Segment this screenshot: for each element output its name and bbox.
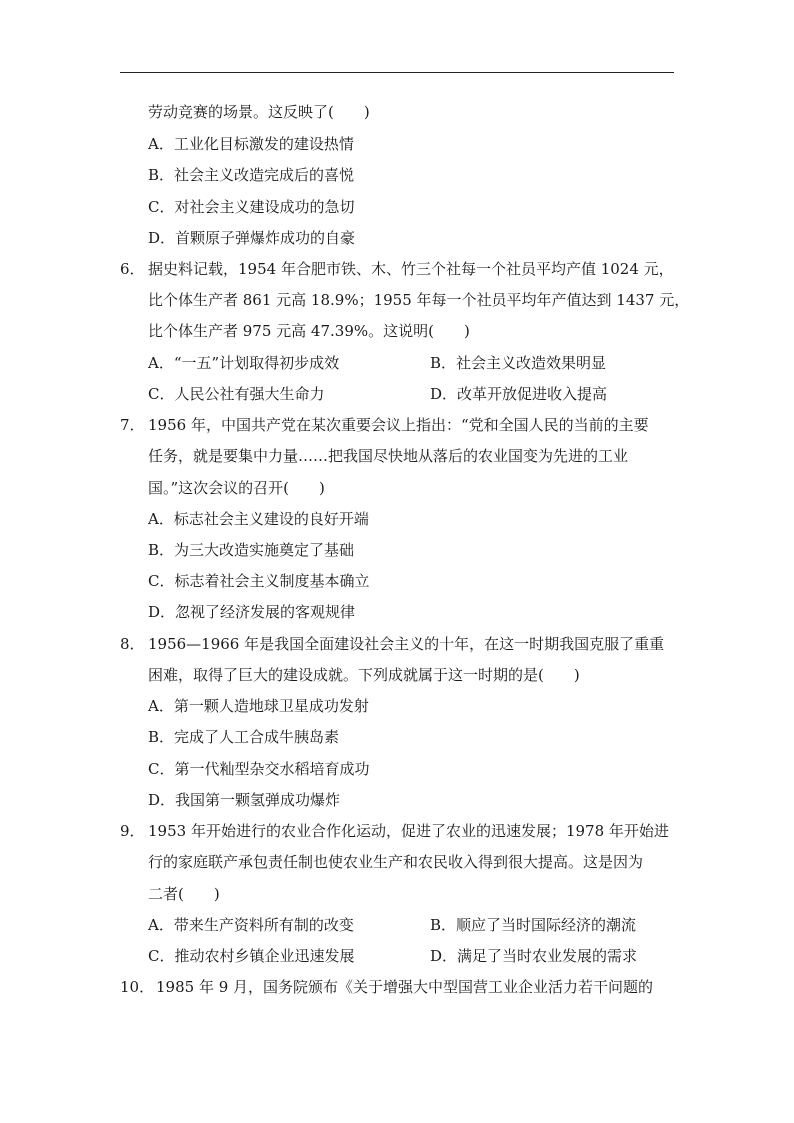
q10-number: 10． <box>120 978 155 996</box>
q6-stem-line-3: 比个体生产者 975 元高 47.39%。这说明( ) <box>148 322 470 340</box>
q5-option-b: B．社会主义改造完成后的喜悦 <box>148 166 355 184</box>
q7-number: 7． <box>120 416 145 434</box>
q8-option-c: C．第一代籼型杂交水稻培育成功 <box>148 760 370 778</box>
q6-stem-line-2: 比个体生产者 861 元高 18.9%；1955 年每一个社员平均年产值达到 1437 元， <box>148 291 690 309</box>
q6-number: 6． <box>120 260 145 278</box>
q6-option-a: A．“一五”计划取得初步成效 <box>148 354 340 372</box>
header-rule <box>120 72 674 73</box>
q8-stem-line-1: 1956—1966 年是我国全面建设社会主义的十年，在这一时期我国克服了重重 <box>148 635 665 653</box>
q5-option-d: D．首颗原子弹爆炸成功的自豪 <box>148 229 356 247</box>
q9-number: 9． <box>120 822 145 840</box>
q7-stem-line-3: 国。”这次会议的召开( ) <box>148 479 325 497</box>
q6-option-b: B．社会主义改造效果明显 <box>430 354 607 372</box>
q7-option-a: A．标志社会主义建设的良好开端 <box>148 510 369 528</box>
q5-option-c: C．对社会主义建设成功的急切 <box>148 198 355 216</box>
q7-stem-line-2: 任务，就是要集中力量……把我国尽快地从落后的农业国变为先进的工业 <box>148 447 629 465</box>
q8-option-b: B．完成了人工合成牛胰岛素 <box>148 728 340 746</box>
q8-stem-line-2: 困难，取得了巨大的建设成就。下列成就属于这一时期的是( ) <box>148 666 580 684</box>
q9-stem-line-3: 二者( ) <box>148 885 220 903</box>
q9-stem-line-1: 1953 年开始进行的农业合作化运动，促进了农业的迅速发展；1978 年开始进 <box>148 822 669 840</box>
q9-option-a: A．带来生产资料所有制的改变 <box>148 916 354 934</box>
q10-stem-line-1: 1985 年 9 月，国务院颁布《关于增强大中型国营工业企业活力若干问题的 <box>156 978 654 996</box>
q6-stem-line-1: 据史料记载，1954 年合肥市铁、木、竹三个社每一个社员平均产值 1024 元， <box>148 260 674 278</box>
q7-option-d: D．忽视了经济发展的客观规律 <box>148 603 356 621</box>
q7-stem-line-1: 1956 年，中国共产党在某次重要会议上指出：“党和全国人民的当前的主要 <box>148 416 649 434</box>
q9-stem-line-2: 行的家庭联产承包责任制也使农业生产和农民收入得到很大提高。这是因为 <box>148 853 644 871</box>
q8-option-d: D．我国第一颗氢弹成功爆炸 <box>148 791 341 809</box>
q5-option-a: A．工业化目标激发的建设热情 <box>148 135 354 153</box>
q8-option-a: A．第一颗人造地球卫星成功发射 <box>148 697 369 715</box>
q5-stem: 劳动竞赛的场景。这反映了( ) <box>148 103 370 121</box>
q9-option-c: C．推动农村乡镇企业迅速发展 <box>148 947 355 965</box>
q6-option-d: D．改革开放促进收入提高 <box>430 385 608 403</box>
q9-option-d: D．满足了当时农业发展的需求 <box>430 947 638 965</box>
q7-option-c: C．标志着社会主义制度基本确立 <box>148 572 370 590</box>
q6-option-c: C．人民公社有强大生命力 <box>148 385 325 403</box>
q7-option-b: B．为三大改造实施奠定了基础 <box>148 541 355 559</box>
q8-number: 8． <box>120 635 145 653</box>
q9-option-b: B．顺应了当时国际经济的潮流 <box>430 916 637 934</box>
